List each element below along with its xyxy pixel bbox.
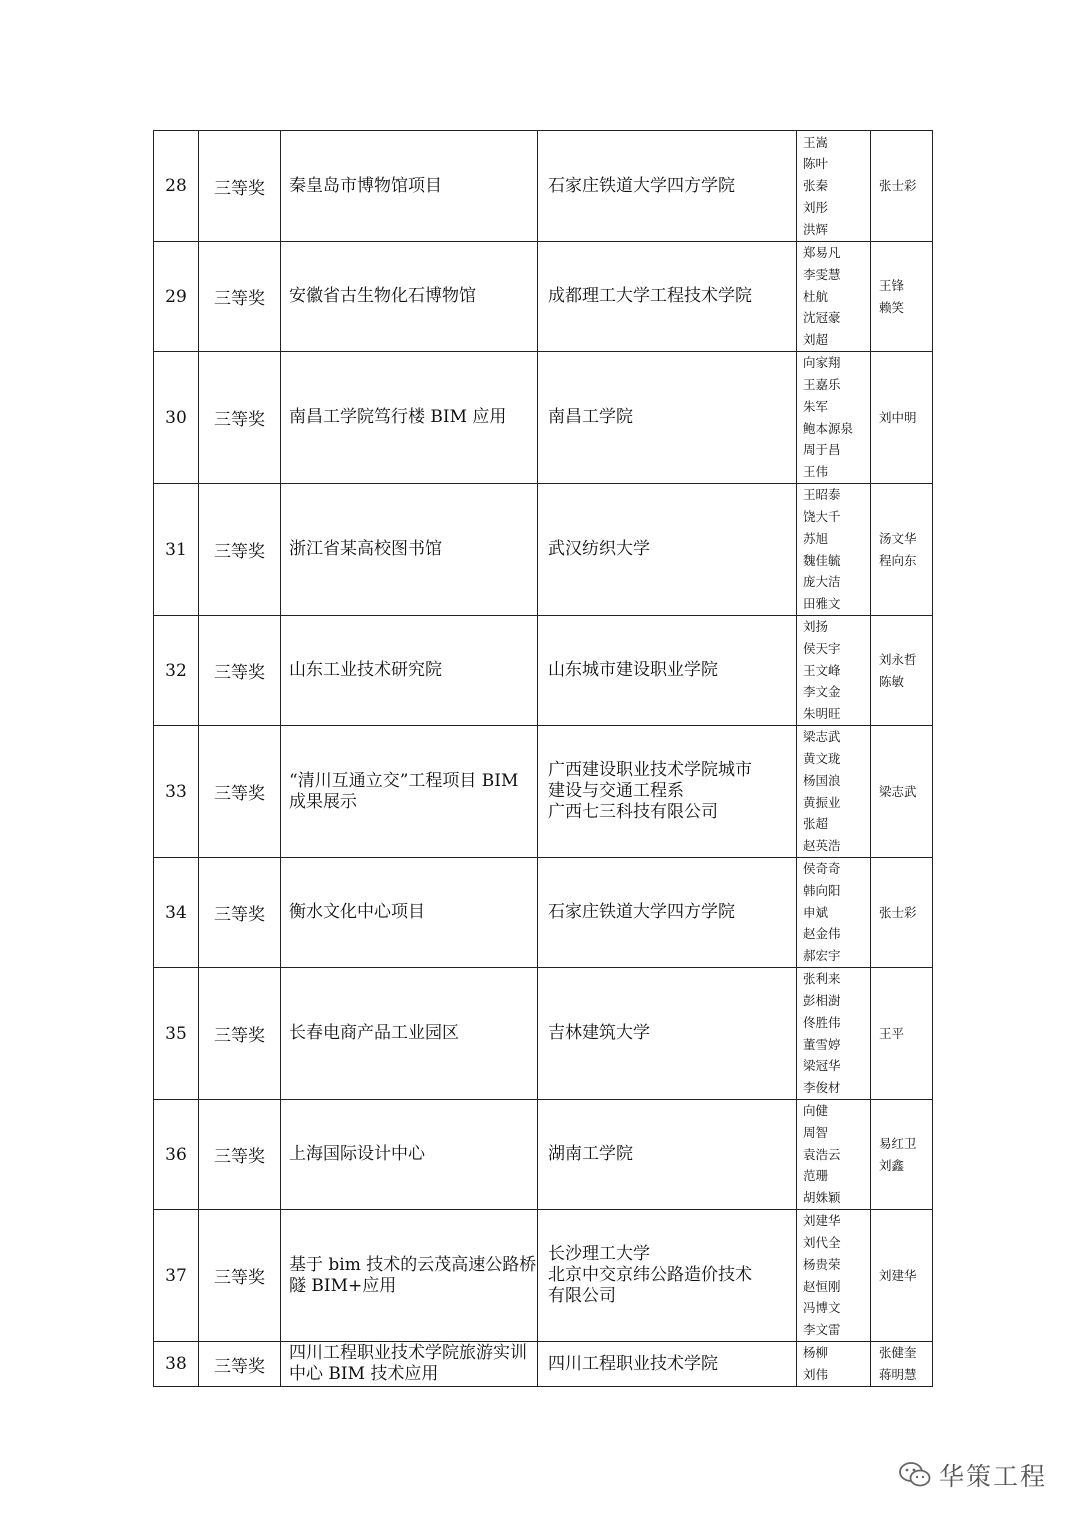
- teacher-name: 张健奎: [879, 1345, 917, 1360]
- table-row: [154, 484, 933, 616]
- member-name: 袁浩云: [803, 1146, 841, 1162]
- member-name: 鲍本源泉: [803, 420, 854, 436]
- member-name: 彭相澍: [803, 993, 841, 1009]
- table-row: [154, 1100, 933, 1210]
- member-name: 周智: [803, 1124, 829, 1140]
- teachers-cell: [871, 968, 933, 1100]
- member-name: 苏旭: [803, 530, 829, 546]
- teacher-name: 刘永哲: [879, 651, 917, 667]
- teacher-name: 刘建华: [879, 1267, 917, 1283]
- school-name: 有限公司: [548, 1286, 616, 1306]
- row-number: 35: [154, 968, 199, 1100]
- award-level: 三等奖: [199, 352, 281, 484]
- school-cell: [538, 726, 797, 858]
- teachers-cell: [871, 726, 933, 858]
- member-name: 王伟: [803, 463, 829, 479]
- teacher-name: 王平: [879, 1025, 905, 1041]
- member-name: 郝宏宇: [803, 948, 841, 964]
- member-name: 陈叶: [803, 156, 829, 172]
- member-name: 梁冠华: [803, 1058, 841, 1074]
- teachers-cell: [871, 1342, 933, 1387]
- school-name: 四川工程职业技术学院: [548, 1353, 718, 1374]
- members-cell: [797, 484, 871, 616]
- member-name: 冯博文: [803, 1300, 841, 1316]
- award-level: 三等奖: [199, 858, 281, 968]
- school-cell: [538, 858, 797, 968]
- member-name: 张秦: [803, 178, 829, 194]
- member-name: 黄振业: [803, 794, 841, 810]
- member-name: 侯奇奇: [803, 861, 841, 877]
- row-number: 28: [154, 131, 199, 242]
- member-name: 张超: [803, 816, 829, 832]
- members-cell: [797, 1210, 871, 1342]
- member-name: 王嘉乐: [803, 377, 841, 393]
- member-name: 杜航: [803, 288, 829, 304]
- member-name: 田雅文: [803, 595, 841, 611]
- project-name: 四川工程职业技术学院旅游实训中心 BIM 技术应用: [281, 1342, 538, 1387]
- award-level: 三等奖: [199, 1342, 281, 1387]
- teacher-name: 易红卫: [879, 1135, 917, 1151]
- teachers-cell: [871, 1100, 933, 1210]
- school-name: 广西建设职业技术学院城市: [548, 760, 752, 780]
- award-level: 三等奖: [199, 726, 281, 858]
- members-cell: [797, 726, 871, 858]
- member-name: 赵金伟: [803, 926, 841, 942]
- member-name: 刘扬: [803, 619, 829, 635]
- member-name: 杨贵荣: [803, 1256, 841, 1272]
- teachers-cell: [871, 1210, 933, 1342]
- award-level: 三等奖: [199, 242, 281, 352]
- members-cell: [797, 242, 871, 352]
- teacher-name: 张士彩: [879, 904, 917, 920]
- table-row: [154, 1342, 933, 1387]
- school-cell: [538, 1210, 797, 1342]
- table-row: [154, 616, 933, 726]
- row-number: 31: [154, 484, 199, 616]
- award-level: 三等奖: [199, 616, 281, 726]
- project-name: 上海国际设计中心: [281, 1100, 538, 1210]
- teachers-cell: [871, 242, 933, 352]
- row-number: 36: [154, 1100, 199, 1210]
- school-name: 南昌工学院: [548, 407, 633, 427]
- school-name: 山东城市建设职业学院: [548, 660, 718, 680]
- school-name: 武汉纺织大学: [548, 539, 650, 559]
- member-name: 刘代全: [803, 1235, 841, 1251]
- members-cell: [797, 858, 871, 968]
- table-row: [154, 131, 933, 242]
- member-name: 韩向阳: [803, 882, 841, 898]
- member-name: 董雪婷: [803, 1036, 841, 1052]
- member-name: 范珊: [803, 1168, 829, 1184]
- member-name: 赵英浩: [803, 837, 841, 853]
- member-name: 李雯慧: [803, 266, 841, 282]
- school-name: 建设与交通工程系: [548, 781, 684, 801]
- member-name: 李俊材: [803, 1079, 841, 1095]
- member-name: 郑易凡: [803, 245, 841, 261]
- school-name: 广西七三科技有限公司: [548, 802, 718, 822]
- school-name: 北京中交京纬公路造价技术: [548, 1265, 752, 1285]
- member-name: 魏佳毓: [803, 552, 841, 568]
- award-level: 三等奖: [199, 484, 281, 616]
- teacher-name: 刘鑫: [879, 1157, 905, 1173]
- school-cell: [538, 968, 797, 1100]
- member-name: 向家翔: [803, 355, 841, 371]
- member-name: 庞大洁: [803, 574, 841, 590]
- school-name: 石家庄铁道大学四方学院: [548, 175, 735, 196]
- teacher-name: 蒋明慧: [879, 1367, 917, 1382]
- school-name: 长沙理工大学: [548, 1244, 650, 1264]
- award-level: 三等奖: [199, 968, 281, 1100]
- member-name: 刘伟: [803, 1367, 829, 1382]
- school-cell: [538, 1342, 797, 1387]
- member-name: 洪辉: [803, 221, 829, 237]
- members-cell: [797, 1342, 871, 1387]
- table-row: [154, 1210, 933, 1342]
- project-name: 长春电商产品工业园区: [281, 968, 538, 1100]
- school-cell: [538, 616, 797, 726]
- school-name: 成都理工大学工程技术学院: [548, 286, 752, 306]
- member-name: 黄文珑: [803, 751, 841, 767]
- award-level: 三等奖: [199, 1210, 281, 1342]
- member-name: 王文峰: [803, 662, 841, 678]
- table-row: [154, 726, 933, 858]
- school-cell: [538, 1100, 797, 1210]
- teacher-name: 刘中明: [879, 409, 917, 425]
- project-name: 浙江省某高校图书馆: [281, 484, 538, 616]
- member-name: 张利来: [803, 971, 841, 987]
- teacher-name: 张士彩: [879, 178, 917, 193]
- member-name: 杨国浪: [803, 772, 841, 788]
- member-name: 申斌: [803, 904, 829, 920]
- school-name: 湖南工学院: [548, 1144, 633, 1164]
- members-cell: [797, 352, 871, 484]
- teachers-cell: [871, 131, 933, 242]
- table-row: [154, 352, 933, 484]
- member-name: 朱军: [803, 398, 829, 414]
- member-name: 刘彤: [803, 199, 829, 215]
- table-row: [154, 968, 933, 1100]
- members-cell: [797, 616, 871, 726]
- member-name: 梁志武: [803, 729, 841, 745]
- members-cell: [797, 968, 871, 1100]
- project-name: 基于 bim 技术的云茂高速公路桥隧 BIM+应用: [281, 1210, 538, 1342]
- school-cell: [538, 484, 797, 616]
- school-cell: [538, 242, 797, 352]
- member-name: 饶大千: [803, 509, 841, 525]
- member-name: 佟胜伟: [803, 1014, 841, 1030]
- teacher-name: 梁志武: [879, 783, 917, 799]
- row-number: 29: [154, 242, 199, 352]
- watermark-text: 华策工程: [939, 1462, 1048, 1491]
- teacher-name: 程向东: [879, 552, 917, 568]
- project-name: 安徽省古生物化石博物馆: [281, 242, 538, 352]
- teachers-cell: [871, 858, 933, 968]
- table-row: [154, 858, 933, 968]
- row-number: 30: [154, 352, 199, 484]
- member-name: 杨柳: [803, 1345, 829, 1361]
- teacher-name: 赖笑: [879, 299, 905, 315]
- project-name: 山东工业技术研究院: [281, 616, 538, 726]
- teacher-name: 汤文华: [879, 530, 917, 546]
- awards-table: [153, 130, 933, 1387]
- member-name: 刘超: [803, 332, 829, 348]
- member-name: 胡姝颖: [803, 1190, 841, 1206]
- members-cell: [797, 1100, 871, 1210]
- member-name: 周于昌: [803, 442, 841, 458]
- members-cell: [797, 131, 871, 242]
- wechat-icon: [899, 1461, 931, 1489]
- teachers-cell: [871, 352, 933, 484]
- member-name: 李文金: [803, 684, 841, 700]
- row-number: 37: [154, 1210, 199, 1342]
- project-name: 南昌工学院笃行楼 BIM 应用: [281, 352, 538, 484]
- award-level: 三等奖: [199, 1100, 281, 1210]
- member-name: 侯天宇: [803, 640, 841, 656]
- member-name: 向健: [803, 1103, 829, 1119]
- school-name: 吉林建筑大学: [548, 1023, 650, 1043]
- row-number: 33: [154, 726, 199, 858]
- member-name: 王昭泰: [803, 487, 841, 503]
- school-cell: [538, 131, 797, 242]
- member-name: 李文雷: [803, 1321, 841, 1337]
- project-name: “清川互通立交”工程项目 BIM 成果展示: [281, 726, 538, 858]
- school-cell: [538, 352, 797, 484]
- row-number: 34: [154, 858, 199, 968]
- table-row: [154, 242, 933, 352]
- row-number: 38: [154, 1342, 199, 1387]
- member-name: 沈冠豪: [803, 310, 841, 326]
- school-name: 石家庄铁道大学四方学院: [548, 902, 735, 922]
- member-name: 朱明旺: [803, 706, 841, 722]
- member-name: 赵恒刚: [803, 1278, 841, 1294]
- member-name: 王嵩: [803, 134, 829, 150]
- row-number: 32: [154, 616, 199, 726]
- project-name: 秦皇岛市博物馆项目: [281, 131, 538, 242]
- member-name: 刘建华: [803, 1213, 841, 1229]
- teachers-cell: [871, 484, 933, 616]
- awards-table-body: [154, 131, 933, 1387]
- teacher-name: 王锋: [879, 277, 905, 293]
- watermark: [899, 1457, 1047, 1493]
- teacher-name: 陈敏: [879, 673, 905, 689]
- teachers-cell: [871, 616, 933, 726]
- award-level: 三等奖: [199, 131, 281, 242]
- project-name: 衡水文化中心项目: [281, 858, 538, 968]
